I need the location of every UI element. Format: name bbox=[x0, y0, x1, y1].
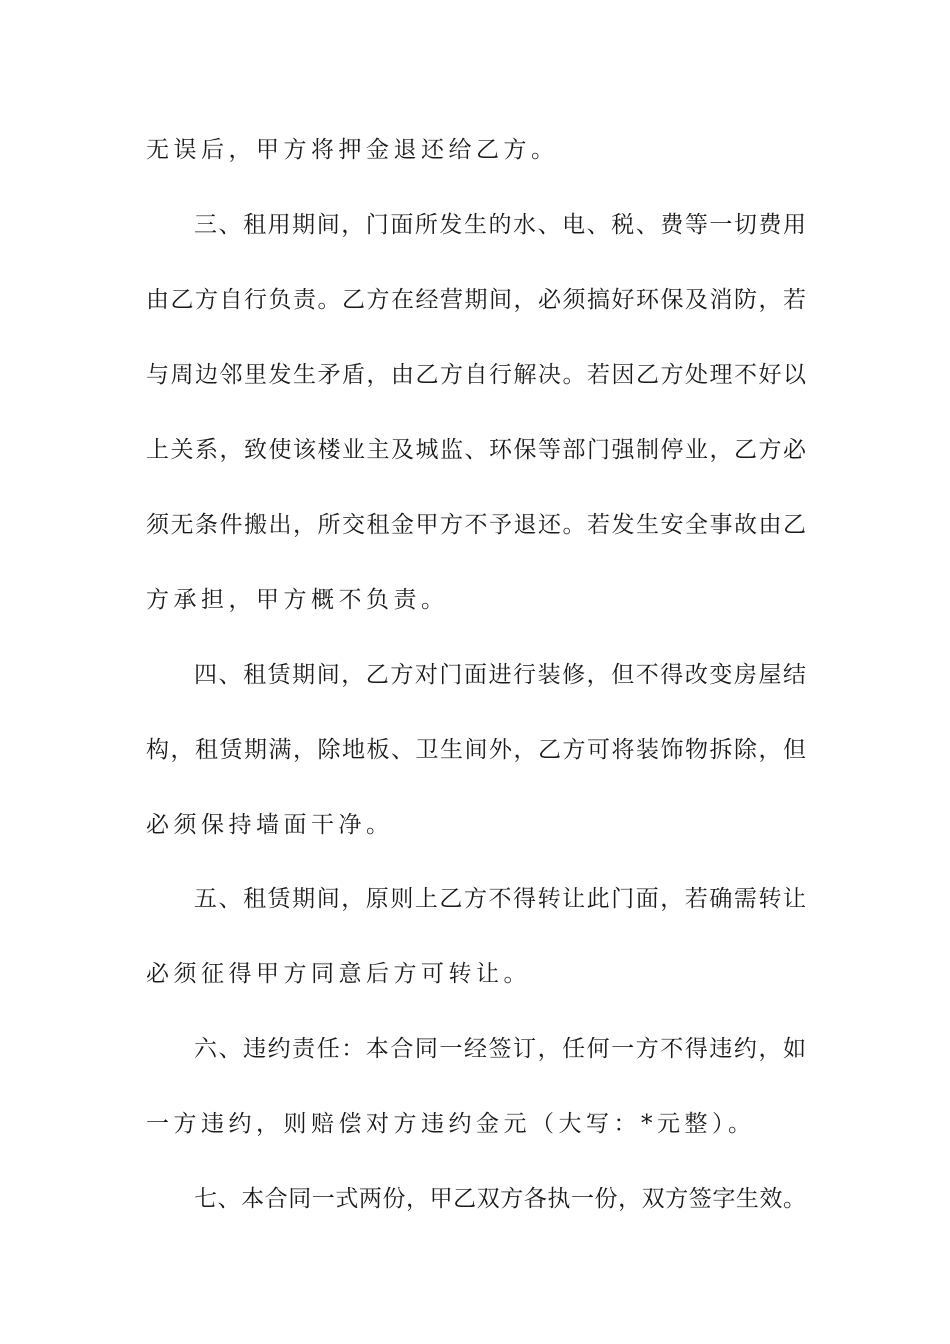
clause-4-line-1: 四、租赁期间，乙方对门面进行装修，但不得改变房屋结 bbox=[194, 662, 806, 688]
clause-5-line-2: 必须征得甲方同意后方可转让。 bbox=[146, 961, 531, 987]
clause-5-line-1: 五、租赁期间，原则上乙方不得转让此门面，若确需转让 bbox=[194, 886, 806, 912]
clause-6-line-1: 六、违约责任：本合同一经签订，任何一方不得违约，如 bbox=[194, 1036, 806, 1062]
clause-7-line-1: 七、本合同一式两份，甲乙双方各执一份，双方签字生效。 bbox=[194, 1186, 806, 1212]
clause-3-line-1: 三、租用期间，门面所发生的水、电、税、费等一切费用 bbox=[194, 212, 806, 238]
clause-3-line-4: 上关系，致使该楼业主及城监、环保等部门强制停业，乙方必 bbox=[146, 437, 806, 463]
clause-3-line-2: 由乙方自行负责。乙方在经营期间，必须搞好环保及消防，若 bbox=[146, 287, 806, 313]
clause-3-line-3: 与周边邻里发生矛盾，由乙方自行解决。若因乙方处理不好以 bbox=[146, 362, 806, 388]
clause-4-line-2: 构，租赁期满，除地板、卫生间外，乙方可将装饰物拆除，但 bbox=[146, 737, 806, 763]
clause-3-line-6: 方承担，甲方概不负责。 bbox=[146, 587, 449, 613]
clause-4-line-3: 必须保持墙面干净。 bbox=[146, 812, 394, 838]
clause-3-line-5: 须无条件搬出，所交租金甲方不予退还。若发生安全事故由乙 bbox=[146, 512, 806, 538]
clause-6-line-2: 一方违约，则赔偿对方违约金元（大写：*元整）。 bbox=[146, 1111, 756, 1137]
text-line-1: 无误后，甲方将押金退还给乙方。 bbox=[146, 137, 559, 163]
